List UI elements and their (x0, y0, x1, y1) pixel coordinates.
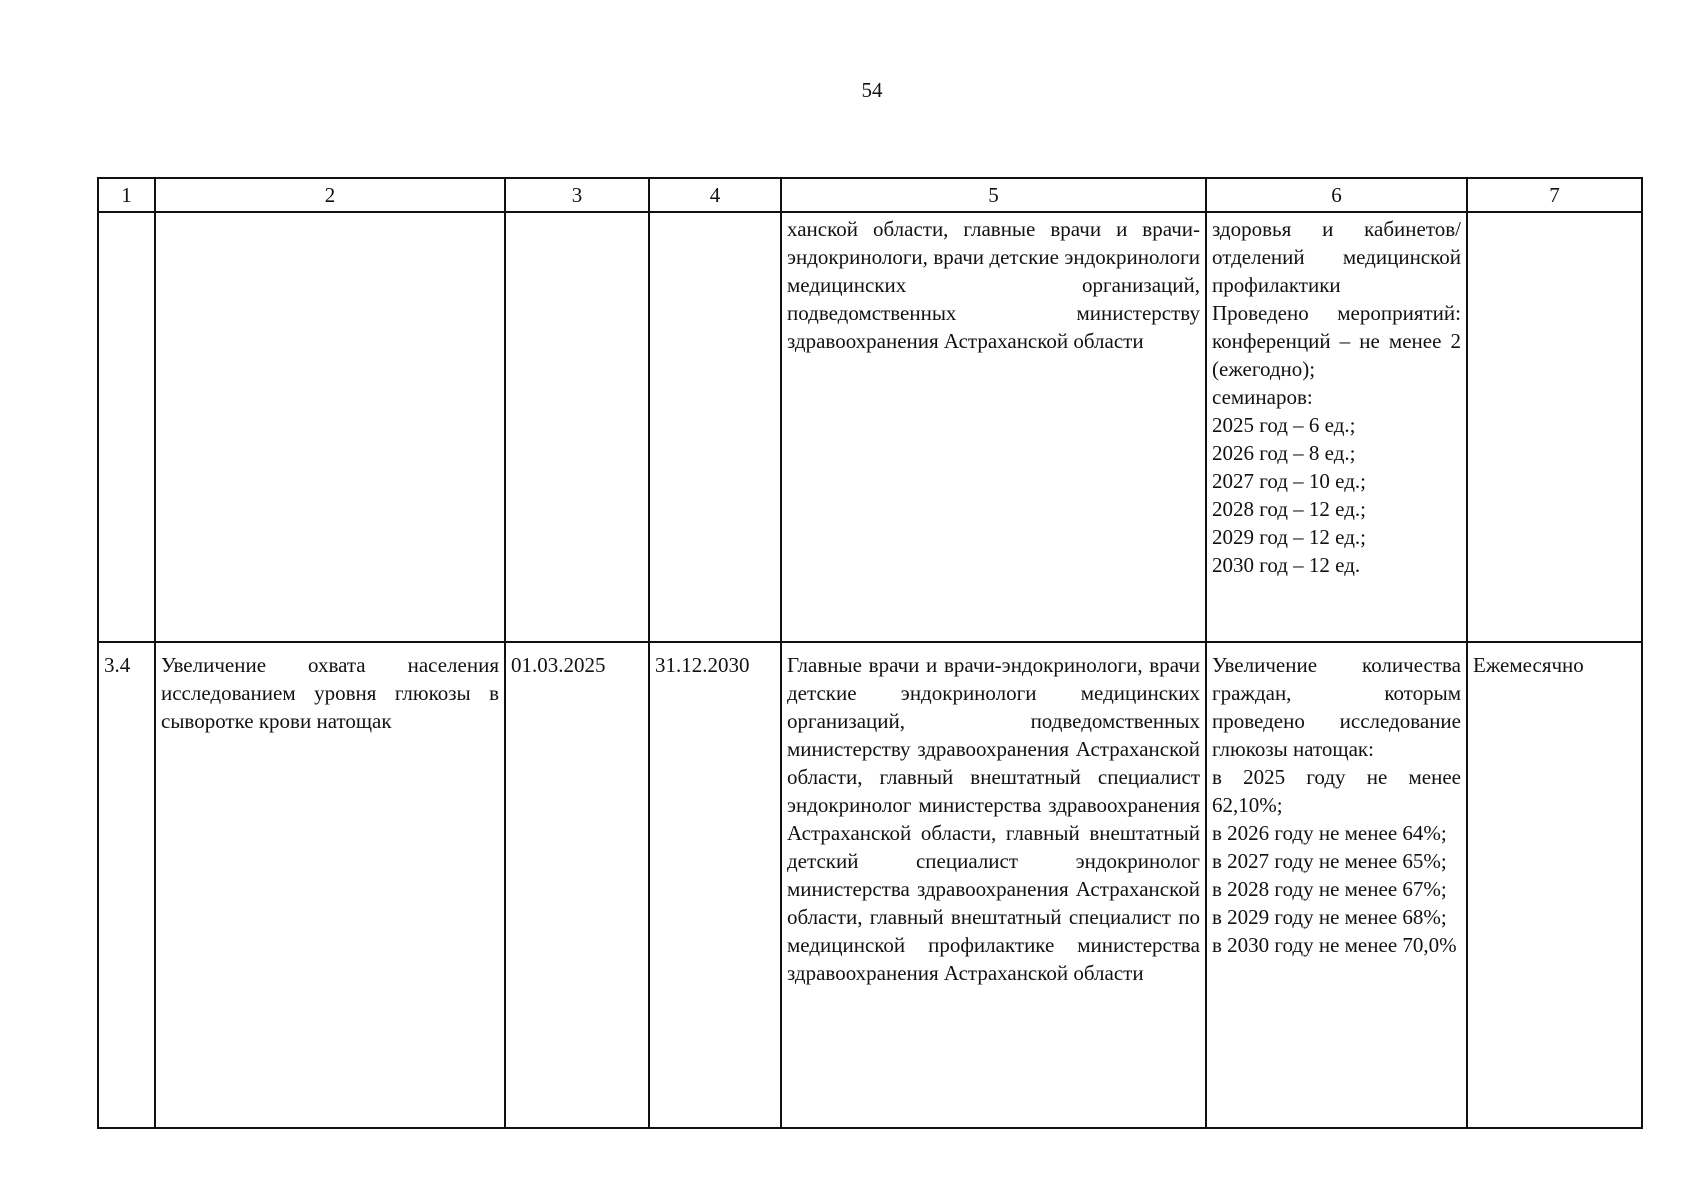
result-line: здоровья и кабинетов/отделений медицинской профилактики (1212, 217, 1461, 297)
column-header-5: 5 (781, 178, 1206, 212)
column-header-1: 1 (98, 178, 155, 212)
table-row (98, 212, 1642, 642)
column-header-3: 3 (505, 178, 649, 212)
result-line: в 2030 году не менее 70,0% (1212, 933, 1457, 957)
cell-measure (155, 212, 505, 642)
cell-end-date (649, 212, 781, 642)
cell-result (1206, 212, 1467, 642)
cell-result (1206, 642, 1467, 1128)
result-line: Проведено мероприятий: (1212, 301, 1461, 325)
result-line: 2026 год – 8 ед.; (1212, 441, 1356, 465)
result-line: Увеличение количества граждан, которым проведено исследование глюкозы натощак: (1212, 653, 1461, 761)
cell-start-date: 01.03.2025 (505, 642, 649, 1128)
column-header-6: 6 (1206, 178, 1467, 212)
result-line: 2027 год – 10 ед.; (1212, 469, 1366, 493)
cell-start-date (505, 212, 649, 642)
column-header-2: 2 (155, 178, 505, 212)
cell-number: 3.4 (98, 642, 155, 1128)
column-header-7: 7 (1467, 178, 1642, 212)
measures-table (97, 177, 1643, 1129)
result-line: в 2025 году не менее 62,10%; (1212, 765, 1461, 817)
cell-responsible: Главные врачи и врачи-эндокринологи, врачи детские эндокринологи медицинских организаций, подведомственных министерству здравоохранения Астраханской области, главный внештатный специалист эндокринолог министерства здравоохранения Астраханской области, главный внештатный детский специалист эндокринолог министерства здравоохранения Астраханской области, главный внештатный специалист по медицинской профилактике министерства здравоохранения Астраханской области (781, 642, 1206, 1128)
result-line: семинаров: (1212, 385, 1313, 409)
cell-end-date: 31.12.2030 (649, 642, 781, 1128)
result-line: конференций – не менее 2 (ежегодно); (1212, 329, 1461, 381)
page-number: 54 (861, 78, 883, 102)
result-line: в 2029 году не менее 68%; (1212, 905, 1447, 929)
result-line: 2028 год – 12 ед.; (1212, 497, 1366, 521)
table-row (98, 642, 1642, 1128)
result-line: 2025 год – 6 ед.; (1212, 413, 1356, 437)
result-line: в 2028 году не менее 67%; (1212, 877, 1447, 901)
result-line: в 2027 году не менее 65%; (1212, 849, 1447, 873)
cell-number (98, 212, 155, 642)
column-header-4: 4 (649, 178, 781, 212)
result-line: 2029 год – 12 ед.; (1212, 525, 1366, 549)
table-header-row (98, 178, 1642, 212)
cell-periodicity: Ежемесячно (1467, 642, 1642, 1128)
result-line: 2030 год – 12 ед. (1212, 553, 1361, 577)
result-line: в 2026 году не менее 64%; (1212, 821, 1447, 845)
cell-measure: Увеличение охвата населения исследованием уровня глюкозы в сыворотке крови натощак (155, 642, 505, 1128)
cell-periodicity (1467, 212, 1642, 642)
cell-responsible: ханской области, главные врачи и врачи-эндокринологи, врачи детские эндокринологи медицинских организаций, подведомственных министерству здравоохранения Астраханской области (781, 212, 1206, 642)
